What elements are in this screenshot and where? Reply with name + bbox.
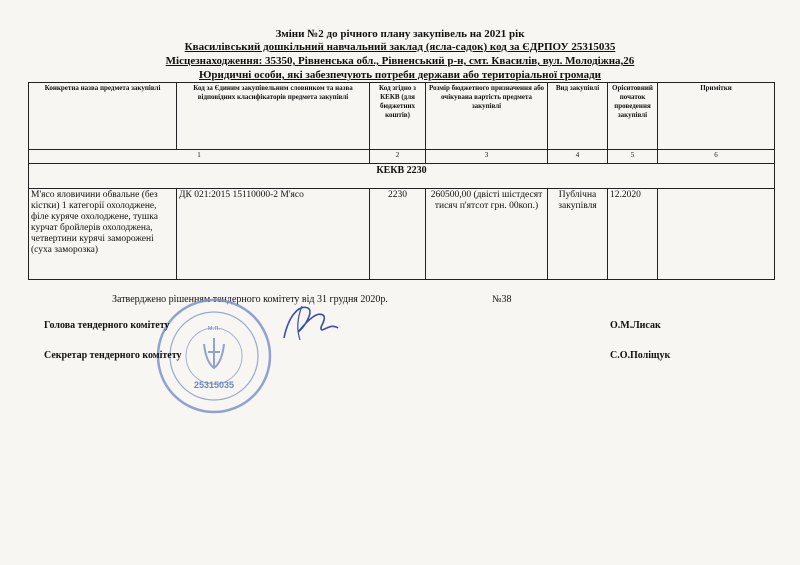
signature-mark [278, 298, 348, 348]
col-header-type: Вид закупівлі [548, 83, 608, 150]
table-row [29, 189, 775, 280]
table-number-row [29, 150, 775, 164]
item-start: 12.2020 [608, 189, 658, 280]
section-row [29, 164, 775, 189]
procurement-table [28, 82, 775, 280]
item-name: М'ясо яловичини обвальне (без кістки) 1 категорії охолоджене, філе куряче охолоджене, тушка курчат бройлерів охолоджена, четвертини курячі заморожені (суха заморозка) [29, 189, 177, 280]
institution-line: Квасилівський дошкільний навчальний заклад (ясла-садок) код за ЄДРПОУ 25315035 [184, 41, 616, 53]
col-header-start: Орієнтовний початок проведення закупівлі [608, 83, 658, 150]
entity-type-line: Юридичні особи, які забезпечують потреби держави або територіальної громади [199, 69, 601, 81]
stamp-code: 25315035 [193, 380, 235, 390]
col-header-kekv: Код згідно з КЕКВ (для бюджетних коштів) [370, 83, 426, 150]
col-number-3: 3 [426, 150, 548, 164]
item-type: Публічна закупівля [548, 189, 608, 280]
head-name: О.М.Лисак [610, 320, 661, 331]
item-amount: 260500,00 (двісті шістдесят тисяч п'ятсот грн. 00коп.) [426, 189, 548, 280]
col-number-6: 6 [658, 150, 775, 164]
table-header-row [29, 83, 775, 150]
col-number-1: 1 [29, 150, 370, 164]
item-notes [658, 189, 775, 280]
col-header-name: Конкретна назва предмета закупівлі [29, 83, 177, 150]
section-title: КЕКВ 2230 [29, 164, 775, 189]
secretary-title: Секретар тендерного комітету [44, 350, 182, 361]
doc-title: Зміни №2 до річного плану закупівель на 2021 рік [275, 28, 525, 40]
item-code: ДК 021:2015 15110000-2 М'ясо [177, 189, 370, 280]
col-header-amount: Розмір бюджетного призначення або очікувана вартість предмета закупівлі [426, 83, 548, 150]
col-number-2: 2 [370, 150, 426, 164]
secretary-name: С.О.Поліщук [610, 350, 671, 361]
item-kekv: 2230 [370, 189, 426, 280]
head-title: Голова тендерного комітету [44, 320, 170, 331]
approval-number: №38 [492, 294, 512, 305]
stamp-mp: м.п. [207, 325, 221, 332]
address-line: Місцезнаходження: 35350, Рівненська обл., Рівненський р-н, смт. Квасилів, вул. Молодіжна,26 [165, 55, 635, 67]
col-header-code: Код за Єдиним закупівельним словником та назва відповідних класифікаторів предмета закупівлі [177, 83, 370, 150]
col-number-4: 4 [548, 150, 608, 164]
col-header-notes: Примітки [658, 83, 775, 150]
col-number-5: 5 [608, 150, 658, 164]
approval-text: Затверджено рішенням тендерного комітету від 31 грудня 2020р. [112, 294, 388, 305]
